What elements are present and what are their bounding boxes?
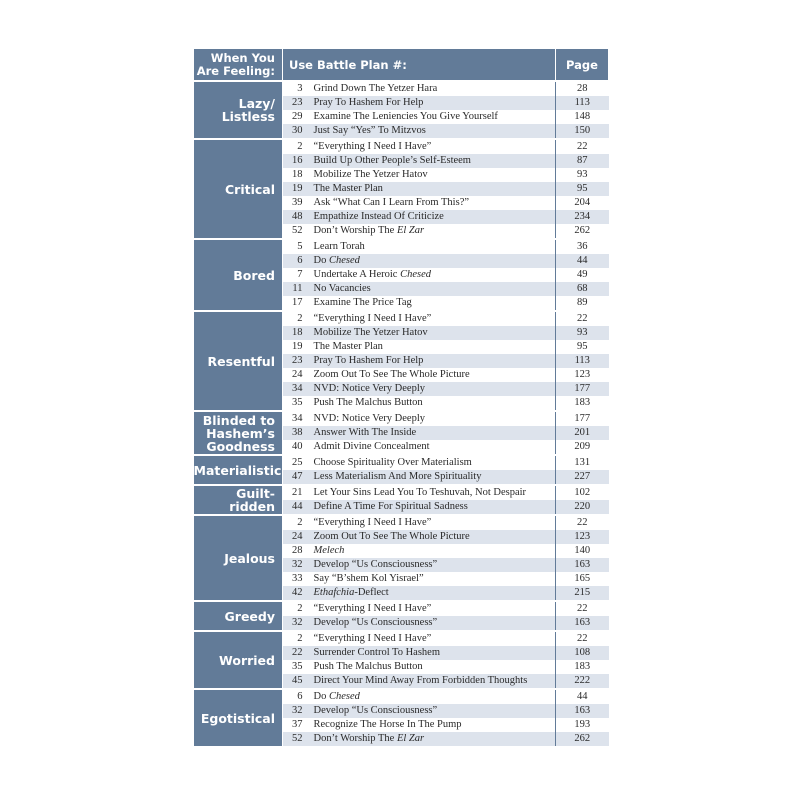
feeling-label: Egotistical — [194, 689, 283, 747]
page-number: 49 — [556, 268, 609, 282]
plan-title-text: Don’t Worship The — [313, 225, 397, 236]
plan-title-text: “Everything I Need I Have” — [313, 517, 432, 528]
page-number: 131 — [556, 455, 609, 470]
page-number: 234 — [556, 210, 609, 224]
plan-title — [306, 704, 556, 718]
battle-plan-table — [193, 49, 609, 748]
plan-number: 33 — [292, 573, 303, 584]
plan-title — [306, 81, 556, 96]
plan-title-text: Do — [313, 255, 329, 266]
plan-title — [306, 689, 556, 704]
plan-title-text: Pray To Hashem For Help — [313, 97, 424, 108]
page-number: 22 — [556, 139, 609, 154]
plan-title-text: Build Up Other People’s Self-Esteem — [313, 155, 471, 166]
plan-title — [306, 268, 556, 282]
plan-title-text: Direct Your Mind Away From Forbidden Thoughts — [313, 675, 528, 686]
plan-number: 38 — [283, 426, 306, 440]
plan-title-text: Recognize The Horse In The Pump — [313, 719, 462, 730]
plan-column-header: Use Battle Plan #: — [283, 49, 556, 81]
table-row — [194, 515, 609, 530]
plan-title-text: Develop “Us Consciousness” — [313, 617, 438, 628]
page-number: 22 — [556, 631, 609, 646]
table-row — [194, 689, 609, 704]
feeling-label: Resentful — [194, 311, 283, 411]
plan-number: 22 — [283, 646, 306, 660]
feeling-label: Worried — [194, 631, 283, 689]
plan-title — [306, 224, 556, 239]
plan-title-text: Grind Down The Yetzer Hara — [313, 83, 438, 94]
plan-title-text: Mobilize The Yetzer Hatov — [313, 169, 428, 180]
plan-number: 32 — [283, 704, 306, 718]
plan-title — [306, 396, 556, 411]
plan-number: 29 — [292, 111, 303, 122]
page-number: 123 — [556, 368, 609, 382]
page-number: 113 — [556, 96, 609, 110]
plan-title-text: Push The Malchus Button — [313, 397, 423, 408]
plan-title-text: The Master Plan — [313, 183, 383, 194]
plan-number: 28 — [292, 545, 303, 556]
plan-number: 39 — [292, 197, 303, 208]
page-number: 220 — [556, 500, 609, 515]
plan-number: 16 — [283, 154, 306, 168]
plan-title-text: Don’t Worship The — [313, 733, 397, 744]
plan-title — [306, 110, 556, 124]
feeling-label: Guilt-ridden — [194, 485, 283, 515]
plan-number: 24 — [292, 369, 303, 380]
plan-title — [306, 326, 556, 340]
plan-title-italic: Ethafchia — [313, 587, 355, 598]
plan-title — [306, 544, 556, 558]
page-number: 209 — [556, 440, 609, 455]
table-row — [194, 411, 609, 426]
plan-title-text: “Everything I Need I Have” — [313, 603, 432, 614]
page-number: 204 — [556, 196, 609, 210]
page-number: 44 — [556, 689, 609, 704]
plan-title-text: Admit Divine Concealment — [313, 441, 430, 452]
plan-title-suffix: -Deflect — [354, 587, 389, 598]
page-number: 222 — [556, 674, 609, 689]
page-number: 123 — [556, 530, 609, 544]
plan-number: 24 — [283, 530, 306, 544]
plan-number: 47 — [283, 470, 306, 485]
feeling-label: Jealous — [194, 515, 283, 601]
plan-number: 32 — [283, 558, 306, 572]
plan-title — [306, 196, 556, 210]
plan-number: 25 — [292, 457, 303, 468]
page-number: 262 — [556, 732, 609, 747]
plan-number: 23 — [283, 96, 306, 110]
plan-title — [306, 530, 556, 544]
plan-number: 44 — [283, 500, 306, 515]
table-row — [194, 631, 609, 646]
plan-title-text: Let Your Sins Lead You To Teshuvah, Not Despair — [313, 487, 527, 498]
plan-title-text: Mobilize The Yetzer Hatov — [313, 327, 428, 338]
page-number: 177 — [556, 411, 609, 426]
plan-title-text: NVD: Notice Very Deeply — [313, 383, 425, 394]
plan-title — [306, 354, 556, 368]
plan-title-italic: El Zar — [396, 225, 425, 236]
plan-number: 5 — [297, 241, 303, 252]
plan-title-text: Learn Torah — [313, 241, 365, 252]
plan-number: 2 — [297, 603, 303, 614]
header-row — [194, 49, 609, 81]
plan-number: 30 — [283, 124, 306, 139]
plan-title-italic: Chesed — [328, 691, 360, 702]
plan-title-text: Just Say “Yes” To Mitzvos — [313, 125, 426, 136]
plan-title — [306, 558, 556, 572]
plan-title — [306, 455, 556, 470]
plan-title-text: Push The Malchus Button — [313, 661, 423, 672]
table-row — [194, 81, 609, 96]
page-column-header: Page — [556, 49, 609, 81]
plan-title-text: “Everything I Need I Have” — [313, 141, 432, 152]
plan-number: 6 — [283, 254, 306, 268]
plan-title-text: No Vacancies — [313, 283, 371, 294]
page-number: 108 — [556, 646, 609, 660]
feeling-label: Greedy — [194, 601, 283, 631]
feeling-column-header: When You Are Feeling: — [194, 49, 283, 81]
plan-title-italic: Chesed — [328, 255, 360, 266]
page-number: 227 — [556, 470, 609, 485]
page-number: 44 — [556, 254, 609, 268]
plan-title-text: Develop “Us Consciousness” — [313, 559, 438, 570]
plan-title — [306, 631, 556, 646]
page-number: 89 — [556, 296, 609, 311]
plan-title — [306, 674, 556, 689]
page-number: 163 — [556, 704, 609, 718]
page-number: 140 — [556, 544, 609, 558]
plan-title-text: “Everything I Need I Have” — [313, 633, 432, 644]
plan-title-italic: El Zar — [396, 733, 425, 744]
plan-title-text: Choose Spirituality Over Materialism — [313, 457, 472, 468]
page-number: 163 — [556, 616, 609, 631]
plan-title — [306, 732, 556, 747]
plan-number: 42 — [283, 586, 306, 601]
feeling-label: Critical — [194, 139, 283, 239]
page-number: 183 — [556, 660, 609, 674]
page-number: 163 — [556, 558, 609, 572]
plan-title-text: Pray To Hashem For Help — [313, 355, 424, 366]
plan-title — [306, 124, 556, 139]
page-number: 36 — [556, 239, 609, 254]
plan-title-text: “Everything I Need I Have” — [313, 313, 432, 324]
plan-number: 2 — [297, 313, 303, 324]
plan-number: 6 — [297, 691, 303, 702]
plan-title-text: Empathize Instead Of Criticize — [313, 211, 444, 222]
plan-title-text: Examine The Price Tag — [313, 297, 412, 308]
table-row — [194, 455, 609, 470]
table-row — [194, 485, 609, 500]
page-number: 102 — [556, 485, 609, 500]
plan-title-text: NVD: Notice Very Deeply — [313, 413, 425, 424]
plan-title-italic: Chesed — [400, 269, 432, 280]
page-number: 150 — [556, 124, 609, 139]
plan-title — [306, 210, 556, 224]
plan-number: 17 — [283, 296, 306, 311]
plan-title — [306, 154, 556, 168]
plan-title — [306, 718, 556, 732]
page-number: 201 — [556, 426, 609, 440]
plan-title — [306, 296, 556, 311]
plan-number: 52 — [283, 732, 306, 747]
plan-number: 19 — [292, 341, 303, 352]
page-number: 28 — [556, 81, 609, 96]
plan-title — [306, 411, 556, 426]
plan-title — [306, 282, 556, 296]
plan-number: 2 — [297, 517, 303, 528]
page-number: 215 — [556, 586, 609, 601]
plan-title-text: The Master Plan — [313, 341, 383, 352]
feeling-label: Lazy/ Listless — [194, 81, 283, 139]
plan-title — [306, 440, 556, 455]
page-number: 22 — [556, 601, 609, 616]
table-row — [194, 239, 609, 254]
plan-title-text: Undertake A Heroic — [313, 269, 401, 280]
plan-title — [306, 500, 556, 515]
page-number: 113 — [556, 354, 609, 368]
plan-number: 2 — [297, 141, 303, 152]
plan-title — [306, 340, 556, 354]
page-number: 93 — [556, 326, 609, 340]
page-number: 183 — [556, 396, 609, 411]
feeling-label: Blinded to Hashem’s Goodness — [194, 411, 283, 455]
plan-title — [306, 311, 556, 326]
plan-title — [306, 168, 556, 182]
plan-title — [306, 646, 556, 660]
plan-title — [306, 601, 556, 616]
plan-number: 18 — [283, 326, 306, 340]
plan-number: 3 — [297, 83, 303, 94]
table-row — [194, 601, 609, 616]
plan-title-text: Develop “Us Consciousness” — [313, 705, 438, 716]
table-row — [194, 311, 609, 326]
plan-title — [306, 426, 556, 440]
plan-number: 35 — [283, 396, 306, 411]
plan-title-text: Say “B’shem Kol Yisrael” — [313, 573, 424, 584]
page-number: 95 — [556, 182, 609, 196]
plan-title — [306, 382, 556, 396]
plan-title — [306, 485, 556, 500]
plan-number: 32 — [283, 616, 306, 631]
feeling-label: Bored — [194, 239, 283, 311]
table-body — [194, 81, 609, 747]
plan-number: 45 — [283, 674, 306, 689]
plan-title-text: Surrender Control To Hashem — [313, 647, 441, 658]
page-number: 95 — [556, 340, 609, 354]
page-number: 148 — [556, 110, 609, 124]
plan-title-text: Answer With The Inside — [313, 427, 417, 438]
plan-title-text: Ask “What Can I Learn From This?” — [313, 197, 470, 208]
plan-title — [306, 96, 556, 110]
plan-title — [306, 182, 556, 196]
page-number: 22 — [556, 311, 609, 326]
plan-number: 23 — [283, 354, 306, 368]
plan-number: 2 — [297, 633, 303, 644]
plan-number: 48 — [283, 210, 306, 224]
page-number: 262 — [556, 224, 609, 239]
plan-title — [306, 139, 556, 154]
page-number: 87 — [556, 154, 609, 168]
table-row — [194, 139, 609, 154]
plan-number: 52 — [283, 224, 306, 239]
page-number: 177 — [556, 382, 609, 396]
page-number: 165 — [556, 572, 609, 586]
page-number: 193 — [556, 718, 609, 732]
page-number: 22 — [556, 515, 609, 530]
plan-title-text: Define A Time For Spiritual Sadness — [313, 501, 468, 512]
plan-title-italic: Melech — [313, 545, 345, 556]
plan-number: 21 — [292, 487, 303, 498]
plan-title-text: Examine The Leniencies You Give Yourself — [313, 111, 498, 122]
plan-title-text: Do — [313, 691, 329, 702]
plan-title — [306, 368, 556, 382]
plan-title-text: Less Materialism And More Spirituality — [313, 471, 482, 482]
plan-number: 37 — [292, 719, 303, 730]
plan-title — [306, 572, 556, 586]
plan-number: 18 — [292, 169, 303, 180]
plan-title — [306, 254, 556, 268]
plan-title — [306, 616, 556, 631]
plan-number: 34 — [283, 382, 306, 396]
plan-title — [306, 470, 556, 485]
plan-title — [306, 660, 556, 674]
plan-number: 40 — [283, 440, 306, 455]
plan-title — [306, 239, 556, 254]
plan-title — [306, 515, 556, 530]
page-number: 93 — [556, 168, 609, 182]
plan-number: 35 — [292, 661, 303, 672]
page-number: 68 — [556, 282, 609, 296]
plan-number: 34 — [292, 413, 303, 424]
plan-number: 7 — [297, 269, 303, 280]
plan-title-text: Zoom Out To See The Whole Picture — [313, 531, 470, 542]
plan-title-text: Zoom Out To See The Whole Picture — [313, 369, 470, 380]
plan-title — [306, 586, 556, 601]
plan-number: 19 — [283, 182, 306, 196]
plan-number: 11 — [283, 282, 306, 296]
feeling-label: Materialistic — [194, 455, 283, 485]
